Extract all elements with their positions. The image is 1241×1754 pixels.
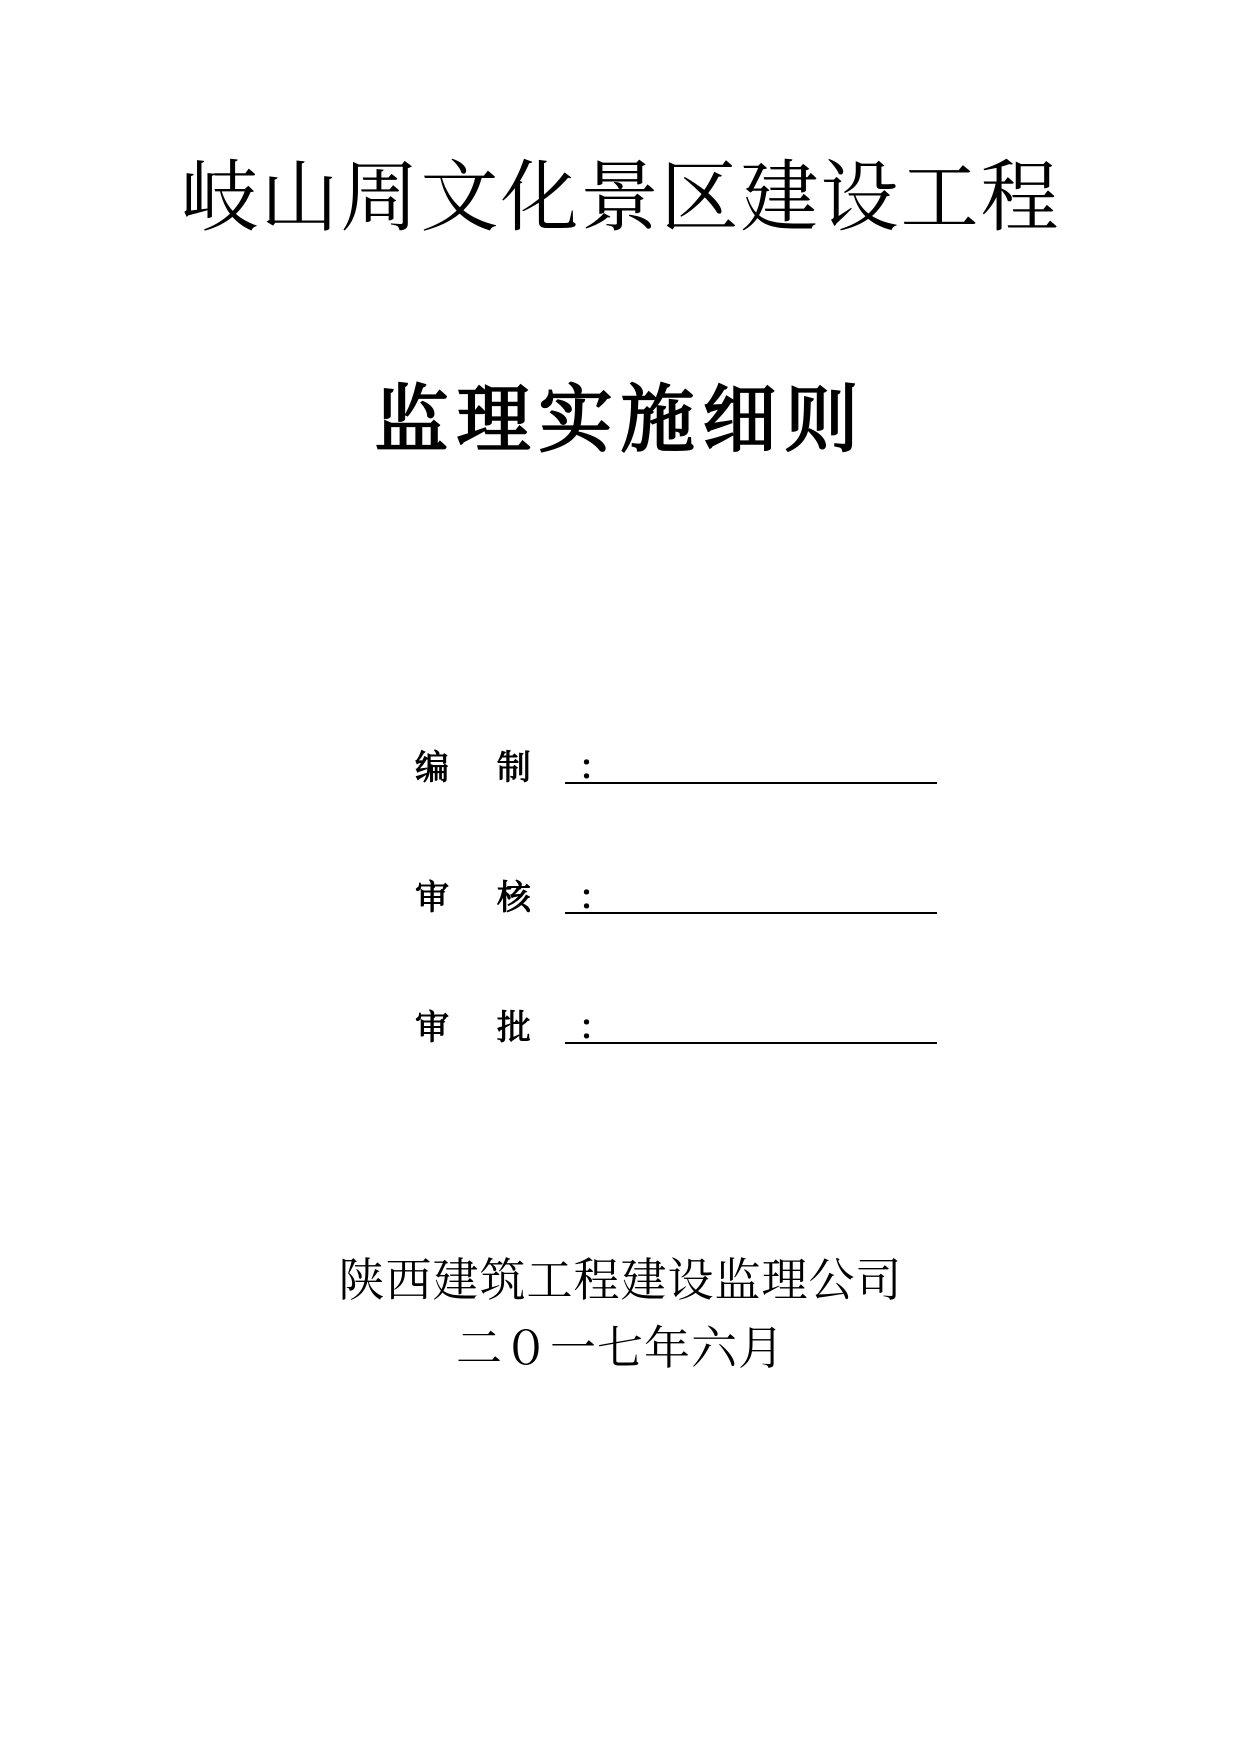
document-date: 二０一七年六月 — [456, 1321, 785, 1375]
signature-row-reviewed — [415, 868, 937, 918]
document-title: 岐山周文化景区建设工程 — [180, 153, 1061, 243]
document-subtitle: 监理实施细则 — [374, 377, 867, 463]
signature-line-reviewed — [565, 874, 937, 914]
signature-line-compiled — [565, 744, 937, 784]
signature-label-compiled: 编 制 ： — [415, 748, 631, 788]
signature-row-compiled — [415, 738, 937, 788]
company-name: 陕西建筑工程建设监理公司 — [338, 1253, 903, 1307]
signature-row-approved — [415, 998, 937, 1048]
signature-label-reviewed: 审 核 ： — [415, 878, 631, 918]
signature-line-approved — [565, 1004, 937, 1044]
signature-label-approved: 审 批 ： — [415, 1008, 631, 1048]
